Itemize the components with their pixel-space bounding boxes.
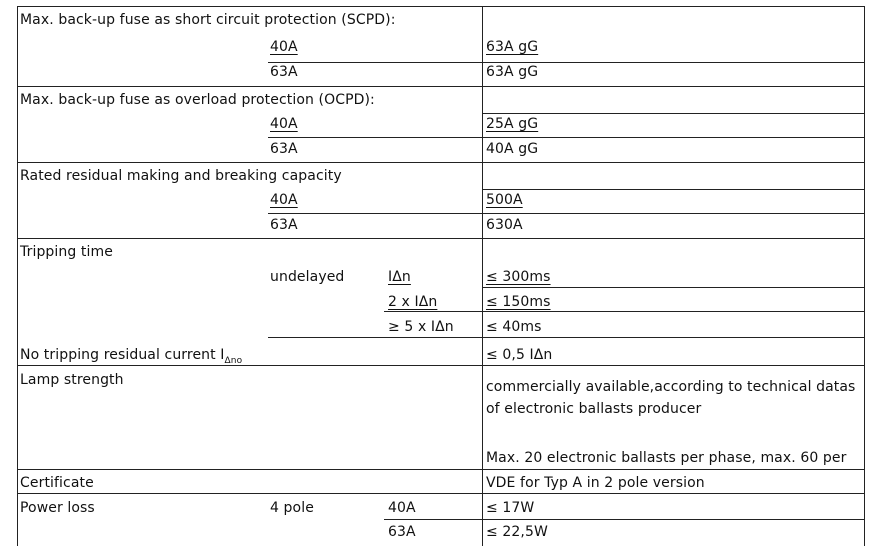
ocpd-63-rating: 63A bbox=[270, 141, 298, 157]
lamp-value-line2: of electronic ballasts producer bbox=[486, 401, 702, 417]
lamp-value-line1: commercially available,according to technical datas bbox=[486, 379, 856, 395]
trip-label: Tripping time bbox=[20, 244, 113, 260]
lamp-label: Lamp strength bbox=[20, 372, 124, 388]
value-column-divider bbox=[482, 6, 483, 546]
power-label: Power loss bbox=[20, 500, 95, 516]
notrip-value: ≤ 0,5 IΔn bbox=[486, 347, 553, 363]
row-divider bbox=[268, 337, 865, 338]
row-divider bbox=[384, 519, 865, 520]
row-divider bbox=[17, 162, 865, 163]
row-divider bbox=[268, 137, 865, 138]
notrip-subscript: Δno bbox=[224, 355, 243, 366]
row-divider bbox=[268, 62, 865, 63]
trip-2-condition: 2 x IΔn bbox=[388, 294, 438, 310]
cert-value: VDE for Typ A in 2 pole version bbox=[486, 475, 705, 491]
ocpd-63-value: 40A gG bbox=[486, 141, 539, 157]
trip-1-condition: IΔn bbox=[388, 269, 411, 285]
trip-2-value: ≤ 150ms bbox=[486, 294, 551, 310]
row-divider bbox=[482, 287, 865, 288]
row-divider bbox=[268, 213, 865, 214]
rrm-40-value: 500A bbox=[486, 192, 523, 208]
notrip-label bbox=[20, 346, 242, 370]
trip-1-value: ≤ 300ms bbox=[486, 269, 551, 285]
row-divider bbox=[17, 469, 865, 470]
row-divider bbox=[482, 189, 865, 190]
rrm-40-rating: 40A bbox=[270, 192, 298, 208]
row-divider bbox=[384, 311, 865, 312]
trip-mode: undelayed bbox=[270, 269, 345, 285]
rrm-63-value: 630A bbox=[486, 217, 523, 233]
power-63-value: ≤ 22,5W bbox=[486, 524, 548, 540]
notrip-label-text: No tripping residual current I bbox=[20, 347, 225, 363]
trip-3-value: ≤ 40ms bbox=[486, 319, 542, 335]
power-poles: 4 pole bbox=[270, 500, 314, 516]
ocpd-label: Max. back-up fuse as overload protection (OCPD): bbox=[20, 92, 375, 108]
rrm-label: Rated residual making and breaking capacity bbox=[20, 168, 342, 184]
trip-3-condition: ≥ 5 x IΔn bbox=[388, 319, 454, 335]
scpd-63-value: 63A gG bbox=[486, 64, 539, 80]
power-40-value: ≤ 17W bbox=[486, 500, 535, 516]
rrm-63-rating: 63A bbox=[270, 217, 298, 233]
row-divider bbox=[17, 238, 865, 239]
lamp-value-line3: Max. 20 electronic ballasts per phase, max. 60 per bbox=[486, 450, 847, 466]
row-divider bbox=[17, 493, 865, 494]
row-divider bbox=[482, 113, 865, 114]
scpd-63-rating: 63A bbox=[270, 64, 298, 80]
scpd-label: Max. back-up fuse as short circuit protection (SCPD): bbox=[20, 12, 396, 28]
scpd-40-value: 63A gG bbox=[486, 39, 539, 55]
ocpd-40-rating: 40A bbox=[270, 116, 298, 132]
scpd-40-rating: 40A bbox=[270, 39, 298, 55]
power-40-rating: 40A bbox=[388, 500, 416, 516]
cert-label: Certificate bbox=[20, 475, 94, 491]
power-63-rating: 63A bbox=[388, 524, 416, 540]
row-divider bbox=[17, 86, 865, 87]
ocpd-40-value: 25A gG bbox=[486, 116, 539, 132]
